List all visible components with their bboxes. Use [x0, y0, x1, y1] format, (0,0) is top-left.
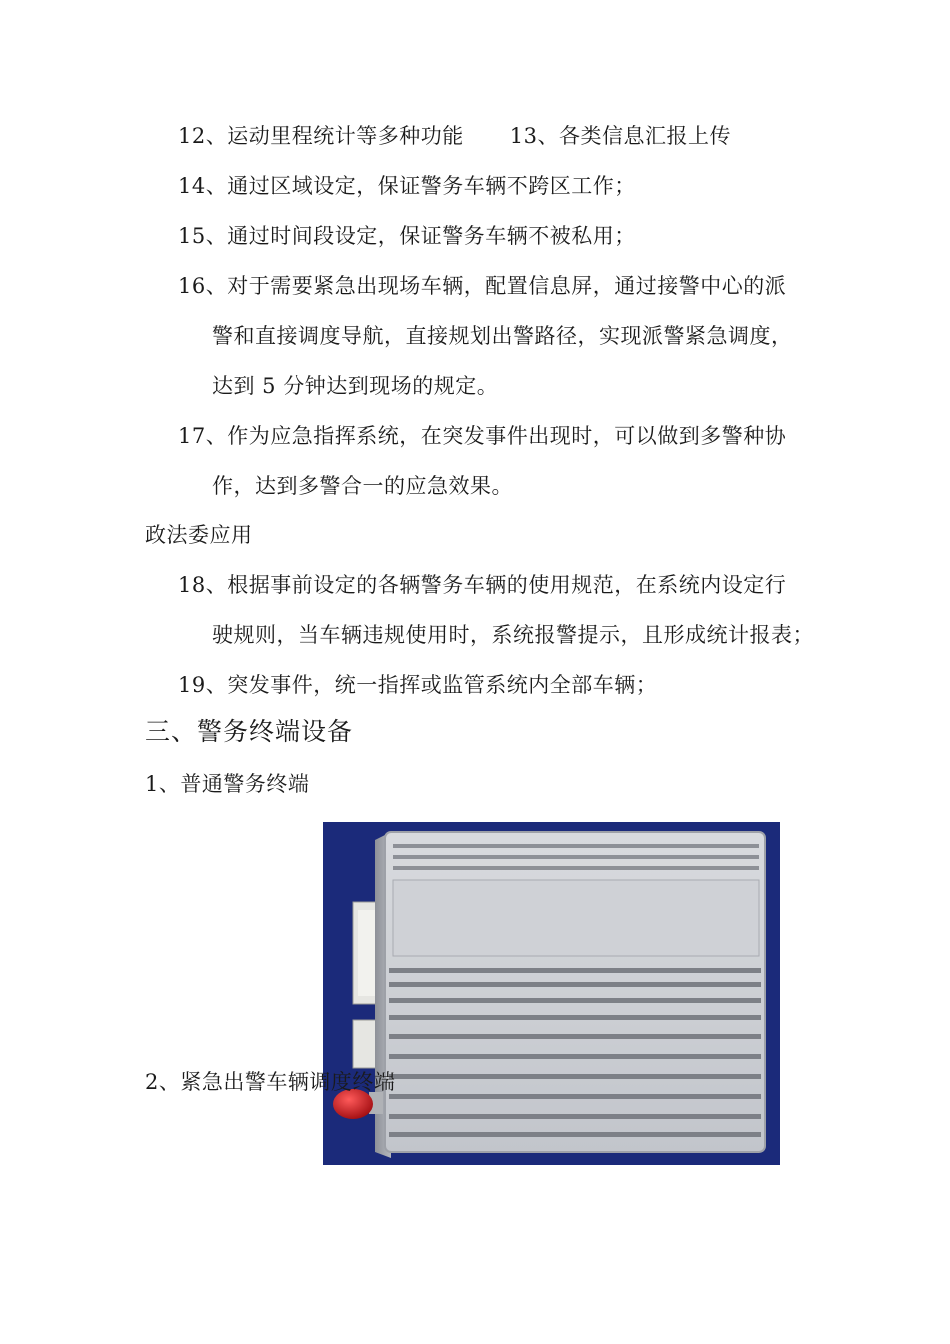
- list-item-16-cont-1: 警和直接调度导航，直接规划出警路径，实现派警紧急调度，: [212, 324, 793, 348]
- list-item-12-text: 12、运动里程统计等多种功能: [178, 124, 464, 148]
- list-item-15: 15、通过时间段设定，保证警务车辆不被私用；: [178, 224, 636, 248]
- list-item-17-cont: 作，达到多警合一的应急效果。: [212, 474, 513, 498]
- list-item-18-cont: 驶规则，当车辆违规使用时，系统报警提示，且形成统计报表；: [212, 623, 814, 647]
- list-item-18: 18、根据事前设定的各辆警务车辆的使用规范，在系统内设定行: [178, 573, 787, 597]
- list-item-17: 17、作为应急指挥系统，在突发事件出现时，可以做到多警种协: [178, 424, 787, 448]
- subsection-title: 政法委应用: [145, 523, 253, 547]
- terminal-item-1: 1、普通警务终端: [145, 772, 310, 796]
- list-item-16: 16、对于需要紧急出现场车辆，配置信息屏，通过接警中心的派: [178, 274, 787, 298]
- list-item-13-text: 13、各类信息汇报上传: [509, 124, 731, 148]
- terminal-device-image: [323, 822, 780, 1165]
- list-item-14: 14、通过区域设定，保证警务车辆不跨区工作；: [178, 174, 636, 198]
- list-item-12: [178, 122, 731, 150]
- list-item-16-cont-2: 达到 5 分钟达到现场的规定。: [212, 374, 499, 398]
- section-heading: 三、警务终端设备: [145, 717, 354, 746]
- device-photo: [323, 822, 780, 1165]
- list-item-19: 19、突发事件，统一指挥或监管系统内全部车辆；: [178, 673, 658, 697]
- terminal-item-2: 2、紧急出警车辆调度终端: [145, 1070, 396, 1094]
